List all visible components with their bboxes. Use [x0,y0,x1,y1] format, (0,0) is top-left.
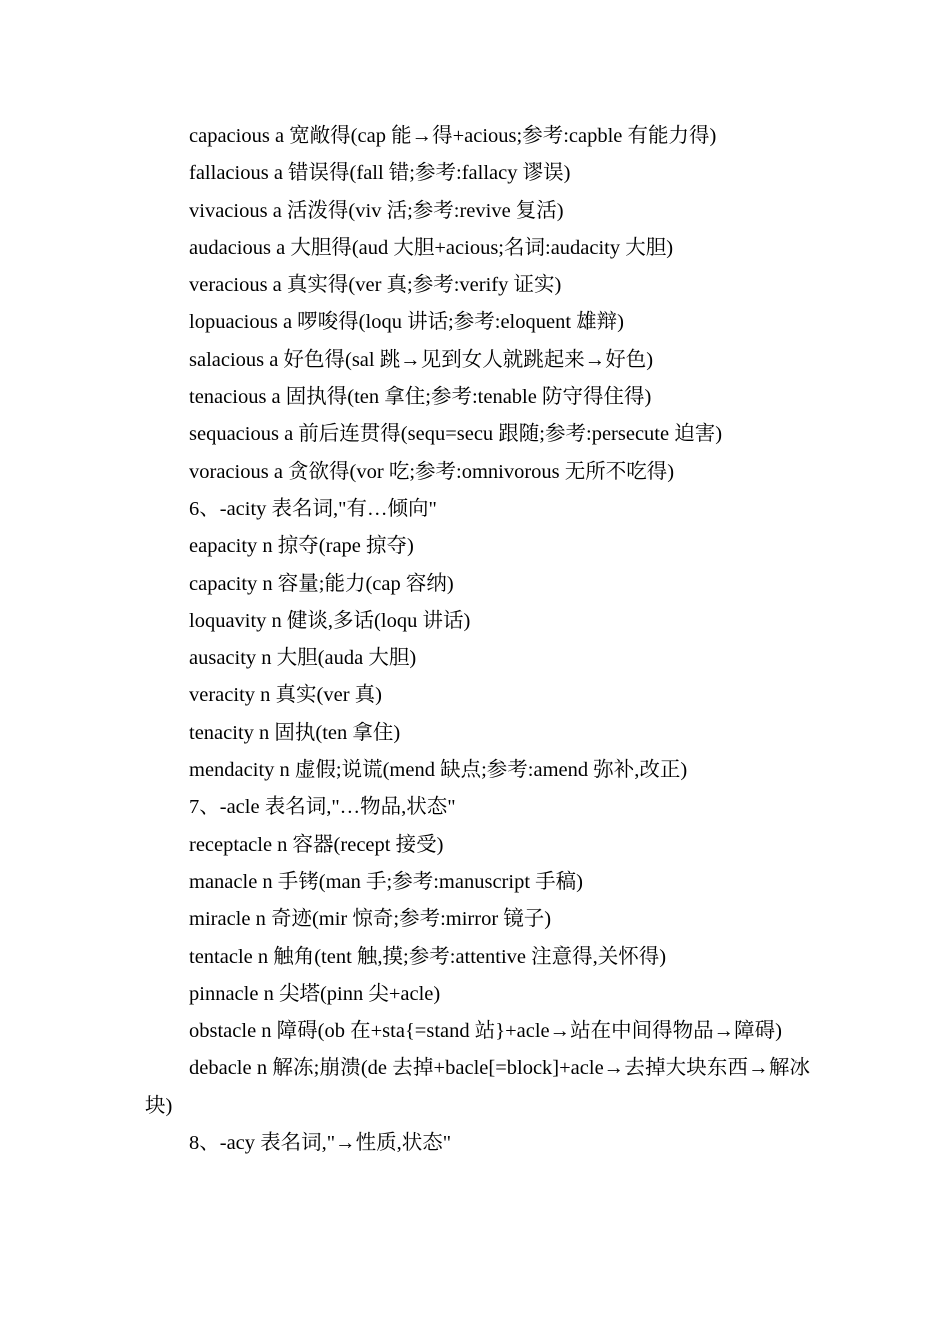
text-line: vivacious a 活泼得(viv 活;参考:revive 复活) [189,199,564,222]
text-line: veracious a 真实得(ver 真;参考:verify 证实) [189,274,562,297]
text-line: tentacle n 触角(tent 触,摸;参考:attentive 注意得,关怀得) [189,945,667,968]
text-line: receptacle n 容器(recept 接受) [189,833,444,856]
text-line: salacious a 好色得(sal 跳→见到女人就跳起来→好色) [189,348,654,371]
section-heading: 7、-acle 表名词,"…物品,状态" [189,796,456,819]
text-line: mendacity n 虚假;说谎(mend 缺点;参考:amend 弥补,改正) [189,759,688,782]
text-line: ausacity n 大胆(auda 大胆) [189,647,417,670]
text-line: pinnacle n 尖塔(pinn 尖+acle) [189,982,441,1005]
text-line: tenacious a 固执得(ten 拿住;参考:tenable 防守得住得) [189,386,652,409]
section-heading: 8、-acy 表名词,"→性质,状态" [189,1132,452,1155]
text-line: audacious a 大胆得(aud 大胆+acious;名词:audacity 大胆) [189,236,674,259]
text-line: miracle n 奇迹(mir 惊奇;参考:mirror 镜子) [189,908,552,931]
wrapped-paragraph: debacle n 解冻;崩溃(de 去掉+bacle[=block]+acle→去掉大块东西→解冰块) [145,1057,810,1117]
document-body [145,118,810,1162]
section-heading: 6、-acity 表名词,"有…倾向" [189,497,437,520]
text-line: loquavity n 健谈,多话(loqu 讲话) [189,609,471,632]
text-line: capacious a 宽敞得(cap 能→得+acious;参考:capble 有能力得) [189,125,717,147]
text-line: lopuacious a 啰唆得(loqu 讲话;参考:eloquent 雄辩) [189,311,624,334]
text-line: voracious a 贪欲得(vor 吃;参考:omnivorous 无所不吃得) [189,460,675,483]
text-line: sequacious a 前后连贯得(sequ=secu 跟随;参考:persecute 迫害) [189,423,723,446]
text-line: veracity n 真实(ver 真) [189,684,382,707]
text-line: fallacious a 错误得(fall 错;参考:fallacy 谬误) [189,162,571,185]
text-line: manacle n 手铐(man 手;参考:manuscript 手稿) [189,870,583,893]
text-line: eapacity n 掠夺(rape 掠夺) [189,535,414,558]
text-line: tenacity n 固执(ten 拿住) [189,721,401,744]
wrapped-paragraph: obstacle n 障碍(ob 在+sta{=stand 站}+acle→站在中间得物品→障碍) [189,1020,782,1043]
text-line: capacity n 容量;能力(cap 容纳) [189,572,454,595]
